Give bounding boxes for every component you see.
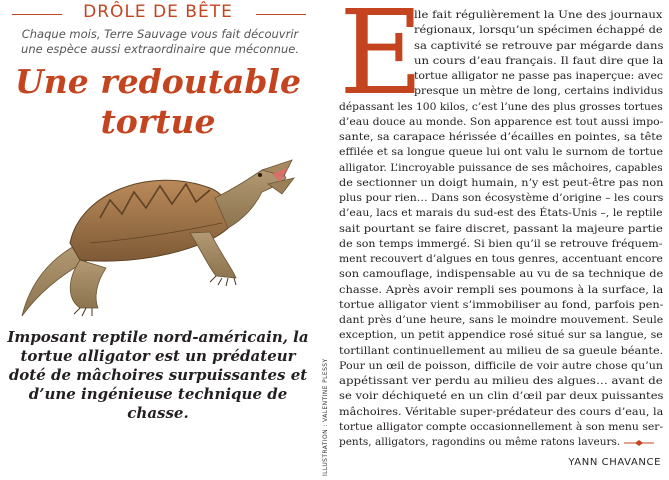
alligator-snapping-turtle-illustration <box>10 148 310 328</box>
body-line: sante, sa carapace hérissée d’écailles en pointes, sa tête <box>339 131 663 143</box>
body-line: son camouflage, indispensable au vu de sa technique de <box>339 268 664 281</box>
body-line: régionaux, lorsqu’un spécimen échappé de <box>414 24 663 37</box>
end-mark-icon <box>624 439 654 447</box>
body-line: lle fait régulièrement la Une des journaux <box>414 9 663 21</box>
body-line: Pour un œil de poisson, difficile de voir autre chose qu’un <box>339 359 663 372</box>
body-line: un cours d’eau français. Il faut dire que la <box>414 54 664 67</box>
body-line: presque un mètre de long, certains individus <box>414 85 664 98</box>
intro-text: Chaque mois, Terre Sauvage vous fait découvrir une espèce aussi extraordinaire que méconnue. <box>21 27 299 56</box>
body-line: effilée et sa longue queue lui ont valu le surnom de tortue <box>339 146 663 159</box>
title-line-2: tortue <box>100 102 216 141</box>
body-line: d’eau douce au monde. Son apparence est tout aussi impo- <box>339 115 664 128</box>
lead-paragraph: Imposant reptile nord-américain, la tortue alligator est un prédateur doté de mâchoires surpuissantes et d’une ingénieuse technique de chasse. <box>7 328 309 422</box>
body-line: se voir déchiqueté en un clin d’œil par deux puissantes <box>339 390 664 403</box>
turtle-eye <box>258 173 262 177</box>
body-line: appétissant ver perdu au milieu des algues… avant de <box>339 375 663 387</box>
drop-cap: E <box>339 0 424 121</box>
body-line: tortue alligator vient s’immobiliser au fond, parfois pen- <box>339 298 664 311</box>
turtle-back-claws <box>74 308 92 316</box>
body-line: plus pour rien… Dans son écosystème d’origine – les cours <box>339 192 664 204</box>
body-line: tortillant continuellement au milieu de sa gueule béante. <box>339 344 664 357</box>
body-line: mâchoires. Véritable super-prédateur des cours d’eau, la <box>339 405 664 418</box>
body-line: tortue alligator compte occasionnellement à son menu ser- <box>339 420 664 433</box>
body-line: de son temps immergé. Si bien qu’il se retrouve fréquem- <box>339 237 663 250</box>
body-line: exception, un petit appendice rosé situé sur sa langue, se <box>339 329 663 342</box>
illustration-credit: ILLUSTRATION : VALENTINE PLESSY <box>322 358 329 476</box>
rubric-label <box>0 2 316 22</box>
body-line: dépassant les 100 kilos, c’est l’une des plus grosses tortues <box>339 100 663 113</box>
rubric-text: DRÔLE DE BÊTE <box>75 2 241 22</box>
body-line: sait pourtant se faire discret, passant la majeure partie <box>339 222 663 235</box>
turtle-head <box>215 168 286 228</box>
body-line: ment recouvert d’algues en tous genres, accentuant encore <box>339 253 663 265</box>
rubric-header <box>0 0 316 28</box>
title-line-1: Une redoutable <box>15 62 301 101</box>
left-column <box>0 0 316 480</box>
body-line: dant près d’une heure, sans le moindre mouvement. Seule <box>339 314 664 326</box>
turtle-back-leg <box>70 260 106 308</box>
turtle-front-leg <box>190 232 236 278</box>
author-signature: YANN CHAVANCE <box>568 457 661 468</box>
body-line: pents, alligators, ragondins ou même ratons laveurs. <box>339 436 621 448</box>
body-line: tortue alligator ne passe pas inaperçue: avec <box>414 70 663 82</box>
body-line: alligator. L’incroyable puissance de ses mâchoires, capables <box>339 161 663 174</box>
body-line: sa captivité se retrouve par mégarde dans <box>414 39 664 52</box>
body-line: d’eau, lacs et marais du sud-est des États-Unis –, le reptile <box>339 207 663 220</box>
body-line: de sectionner un doigt humain, n’y est peut-être pas non <box>339 176 664 189</box>
article-title <box>0 62 316 142</box>
body-line: chasse. Après avoir rempli ses poumons à la surface, la <box>339 283 664 296</box>
